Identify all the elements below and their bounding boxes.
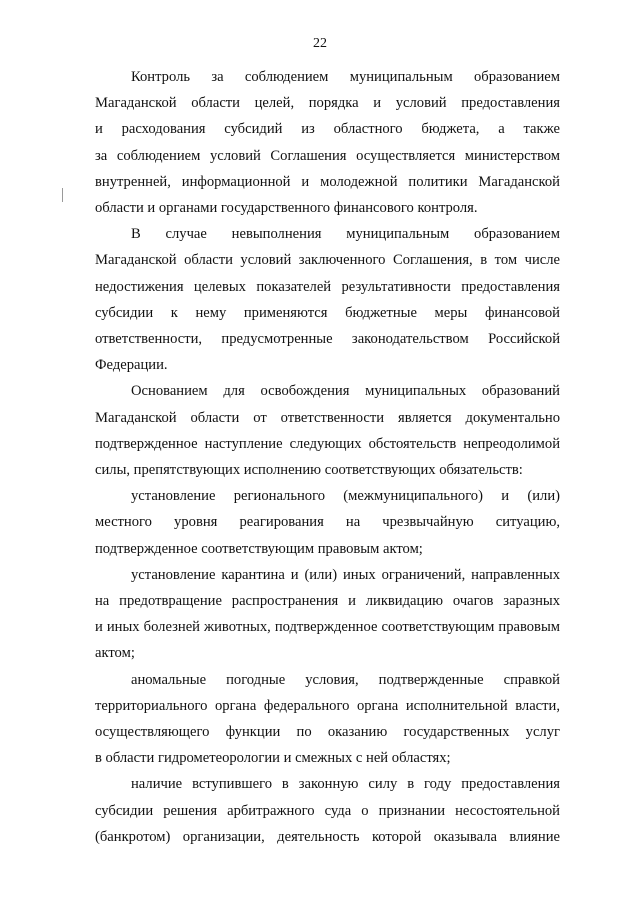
- list-item-quarantine: [95, 562, 560, 667]
- paragraph-noncompliance: [95, 221, 560, 378]
- text-line: осуществляющего функции по оказанию государственных услуг: [95, 724, 560, 741]
- list-item-bankruptcy: [95, 771, 560, 850]
- text-line: территориального органа федерального органа исполнительной власти,: [95, 697, 560, 714]
- text-line: за соблюдением условий Соглашения осуществляется министерством: [95, 147, 560, 164]
- text-line: Федерации.: [95, 357, 168, 374]
- text-line: и расходования субсидий из областного бюджета, а также: [95, 121, 560, 138]
- text-line: субсидии решения арбитражного суда о признании несостоятельной: [95, 802, 560, 819]
- text-line: области и органами государственного финансового контроля.: [95, 200, 478, 217]
- text-line: в области гидрометеорологии и смежных с ней областях;: [95, 750, 451, 767]
- text-line: местного уровня реагирования на чрезвычайную ситуацию,: [95, 514, 560, 531]
- text-line: установление карантина и (или) иных ограничений, направленных: [131, 566, 560, 583]
- text-line: установление регионального (межмуниципального) и (или): [131, 488, 560, 505]
- text-line: на предотвращение распространения и ликвидацию очагов заразных: [95, 593, 560, 610]
- text-line: наличие вступившего в законную силу в году предоставления: [131, 776, 560, 793]
- text-line: Контроль за соблюдением муниципальным образованием: [131, 69, 560, 85]
- text-line: Основанием для освобождения муниципальных образований: [131, 383, 560, 400]
- text-line: недостижения целевых показателей результативности предоставления: [95, 278, 560, 295]
- list-item-emergency: [95, 483, 560, 562]
- text-line: (банкротом) организации, деятельность которой оказывала влияние: [95, 828, 560, 845]
- text-line: Магаданской области от ответственности является документально: [95, 409, 560, 426]
- paragraph-control: [95, 64, 560, 221]
- text-line: аномальные погодные условия, подтвержденные справкой: [131, 671, 560, 688]
- text-line: Магаданской области условий заключенного Соглашения, в том числе: [95, 252, 560, 269]
- text-line: Магаданской области целей, порядка и условий предоставления: [95, 95, 560, 112]
- text-line: субсидии к нему применяются бюджетные меры финансовой: [95, 304, 560, 321]
- text-line: силы, препятствующих исполнению соответствующих обязательств:: [95, 462, 523, 479]
- text-line: ответственности, предусмотренные законодательством Российской: [95, 331, 560, 348]
- margin-mark: [62, 188, 63, 202]
- text-line: подтвержденное соответствующим правовым актом;: [95, 540, 423, 557]
- paragraph-force-majeure-intro: [95, 378, 560, 483]
- text-line: внутренней, информационной и молодежной политики Магаданской: [95, 173, 560, 190]
- text-line: подтвержденное наступление следующих обстоятельств непреодолимой: [95, 435, 560, 452]
- text-line: В случае невыполнения муниципальным образованием: [131, 226, 560, 243]
- text-line: и иных болезней животных, подтвержденное соответствующим правовым: [95, 619, 560, 636]
- text-line: актом;: [95, 645, 135, 662]
- document-body: [95, 64, 560, 850]
- list-item-weather: [95, 667, 560, 772]
- page-number: 22: [313, 36, 327, 51]
